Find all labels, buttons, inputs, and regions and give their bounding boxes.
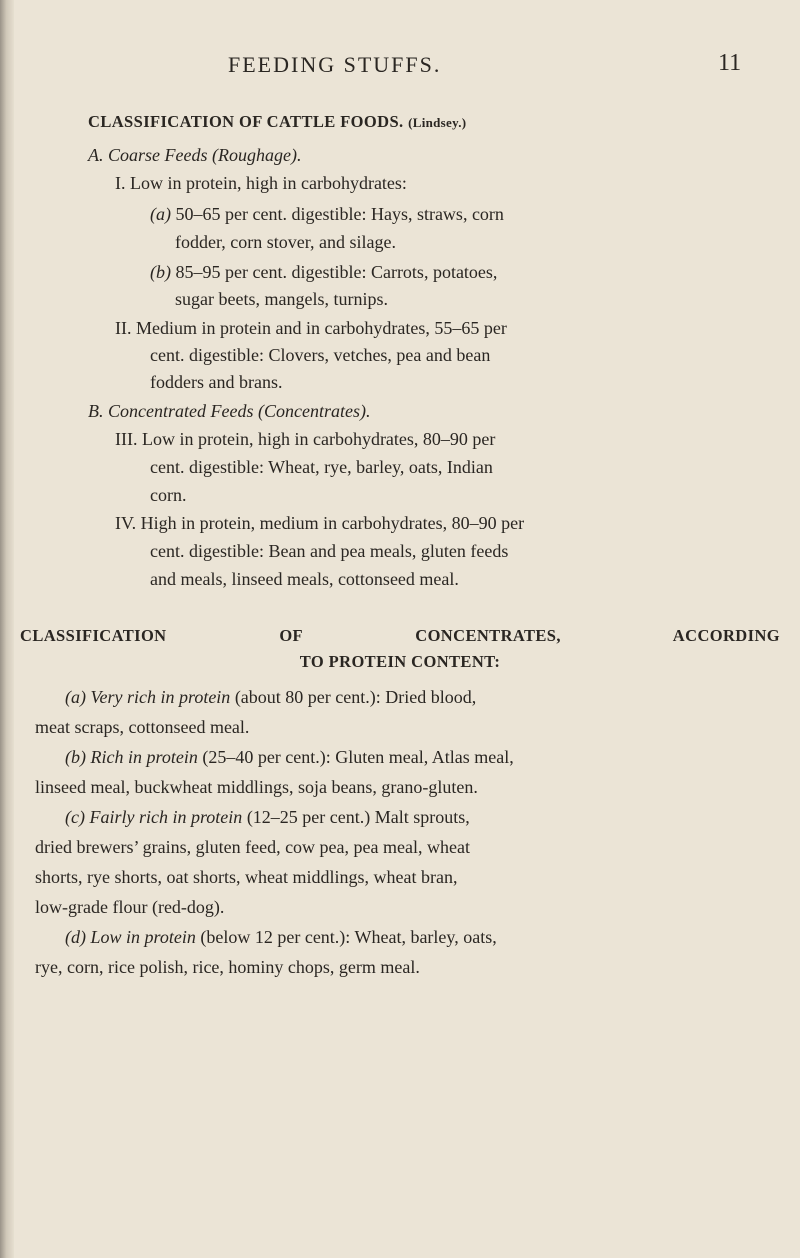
- class-ib-line1: (b) 85–95 per cent. digestible: Carrots, potatoes,: [150, 262, 498, 282]
- protein-class-c-line1: (c) Fairly rich in protein (12–25 per cent.) Malt sprouts,: [65, 807, 470, 827]
- category-a-title: A. Coarse Feeds (Roughage).: [88, 145, 302, 165]
- protein-class-a-line1: (a) Very rich in protein (about 80 per cent.): Dried blood,: [65, 687, 477, 707]
- protein-class-d-line2: rye, corn, rice polish, rice, hominy chops, germ meal.: [35, 957, 420, 977]
- class-iv-line3: and meals, linseed meals, cottonseed meal.: [150, 569, 459, 589]
- class-iv-line1: IV. High in protein, medium in carbohydrates, 80–90 per: [115, 513, 525, 533]
- protein-class-d-line1: (d) Low in protein (below 12 per cent.): Wheat, barley, oats,: [65, 927, 497, 947]
- protein-class-c-line4: low-grade flour (red-dog).: [35, 897, 225, 917]
- class-i-line: I. Low in protein, high in carbohydrates:: [115, 173, 407, 193]
- class-ii-line1: II. Medium in protein and in carbohydrates, 55–65 per: [115, 318, 507, 338]
- category-b-title: B. Concentrated Feeds (Concentrates).: [88, 401, 371, 421]
- protein-class-a-line2: meat scraps, cottonseed meal.: [35, 717, 250, 737]
- class-ib-line2: sugar beets, mangels, turnips.: [175, 289, 388, 309]
- class-iii-line1: III. Low in protein, high in carbohydrates, 80–90 per: [115, 429, 496, 449]
- class-iii-line2: cent. digestible: Wheat, rye, barley, oats, Indian: [150, 457, 493, 477]
- protein-class-b-line1: (b) Rich in protein (25–40 per cent.): Gluten meal, Atlas meal,: [65, 747, 514, 767]
- class-ii-line3: fodders and brans.: [150, 372, 283, 392]
- section-heading-cattle-foods: [88, 112, 466, 132]
- page-number: 11: [718, 50, 742, 76]
- protein-class-c-line2: dried brewers’ grains, gluten feed, cow pea, pea meal, wheat: [35, 837, 470, 857]
- protein-class-b-line2: linseed meal, buckwheat middlings, soja beans, grano-gluten.: [35, 777, 478, 797]
- running-head: FEEDING STUFFS.: [228, 52, 442, 77]
- class-iv-line2: cent. digestible: Bean and pea meals, gluten feeds: [150, 541, 509, 561]
- heading-author: (Lindsey.): [408, 115, 467, 130]
- section-heading-concentrates: CLASSIFICATION OF CONCENTRATES, ACCORDING: [20, 626, 780, 645]
- protein-class-c-line3: shorts, rye shorts, oat shorts, wheat middlings, wheat bran,: [35, 867, 458, 887]
- heading-text: CLASSIFICATION OF CATTLE FOODS.: [88, 112, 404, 131]
- class-iii-line3: corn.: [150, 485, 187, 505]
- class-ia-line1: (a) 50–65 per cent. digestible: Hays, straws, corn: [150, 204, 504, 224]
- class-ia-line2: fodder, corn stover, and silage.: [175, 232, 396, 252]
- class-ii-line2: cent. digestible: Clovers, vetches, pea and bean: [150, 345, 491, 365]
- section-heading-concentrates-line2: TO PROTEIN CONTENT:: [299, 652, 501, 671]
